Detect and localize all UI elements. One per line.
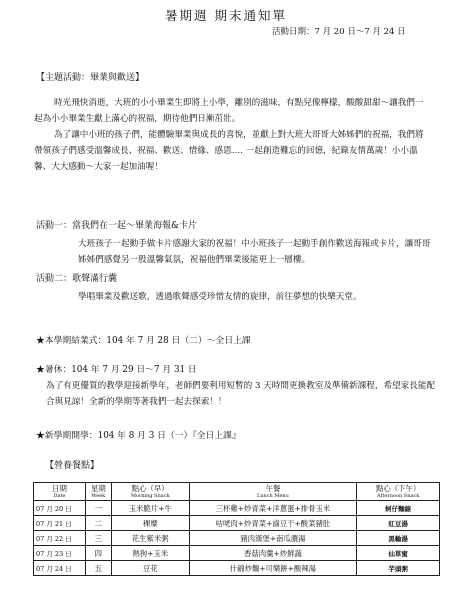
cell-week: 四 bbox=[85, 546, 111, 561]
notice-text: 本學期結業式：104 年 7 月 28 日（二）～全日上課 bbox=[44, 336, 251, 346]
cell-afternoon-snack: 芋頭粥 bbox=[357, 561, 440, 576]
activity-one-title: 活動一：當我們在一起～畢業海報&卡片 bbox=[36, 221, 198, 231]
intro-paragraph: 時光飛快消逝，大班的小小畢業生即將上小學，離別的滋味，有點兒像檸檬，酸酸甜甜～讓我們一起為小小畢業生獻上滿心的祝福，期待他們日漸茁壯。 bbox=[34, 98, 424, 124]
star-icon: ★ bbox=[36, 431, 45, 441]
cell-morning-snack: 花生紫米粥 bbox=[111, 531, 189, 546]
cell-afternoon-snack: 仙草蜜 bbox=[357, 546, 440, 561]
header-lunch: 午餐 Lunch Menu bbox=[189, 483, 357, 501]
cell-date: 07 月 20 日 bbox=[34, 501, 86, 516]
star-icon: ★ bbox=[36, 365, 45, 375]
intro-paragraph: 為了讓中小班的孩子們，能體驗畢業與成長的喜悅，並獻上對大班大哥哥大姊姊們的祝福，我們將帶領孩子們感受溫馨成長、祝福、歡送、惜緣、感恩…. 一起創造難忘的回憶，紀錄友情萬歲！小小溫馨、大大感動～大家一起加油喔！ bbox=[34, 130, 424, 172]
meal-table bbox=[33, 482, 440, 576]
table-row bbox=[34, 561, 440, 576]
cell-week: 二 bbox=[85, 516, 111, 531]
cell-date: 07 月 22 日 bbox=[34, 531, 86, 546]
cell-lunch: 三杯雞+炒青菜+洋蔥蛋+排骨玉米 bbox=[189, 501, 357, 516]
notice-summer-break bbox=[36, 362, 197, 375]
activity-date-range: 活動日期：7 月 20 日～7 月 24 日 bbox=[272, 27, 406, 37]
table-row bbox=[34, 531, 440, 546]
activity-two-body: 學唱畢業及歡送歌，透過歌聲感受珍惜友情的旋律，前往夢想的快樂天堂。 bbox=[78, 292, 362, 302]
cell-lunch: 什錦炒麵+可樂餅+酸辣湯 bbox=[189, 561, 357, 576]
cell-week: 一 bbox=[85, 501, 111, 516]
cell-afternoon-snack: 紅豆湯 bbox=[357, 516, 440, 531]
cell-lunch: 香菇肉羹+炒鮮蔬 bbox=[189, 546, 357, 561]
theme-heading: 【主題活動：畢業與歡送】 bbox=[36, 73, 145, 83]
table-row bbox=[34, 546, 440, 561]
menu-title: 【營養餐點】 bbox=[45, 461, 100, 471]
meal-table-header bbox=[34, 483, 440, 501]
notice-text: 新學期開學：104 年 8 月 3 日（一）『全日上課』 bbox=[44, 431, 241, 441]
cell-lunch: 咕咾肉+炒青菜+滷豆干+酸菜豬肚 bbox=[189, 516, 357, 531]
header-morning-snack: 點心（早） Morning Snack bbox=[111, 483, 189, 501]
notice-text: 暑休：104 年 7 月 29 日～7 月 31 日 bbox=[44, 365, 197, 375]
star-icon: ★ bbox=[36, 336, 45, 346]
cell-morning-snack: 玉米脆片+牛 bbox=[111, 501, 189, 516]
cell-week: 三 bbox=[85, 531, 111, 546]
cell-date: 07 月 21 日 bbox=[34, 516, 86, 531]
header-date: 日期 Date bbox=[34, 483, 86, 501]
cell-date: 07 月 23 日 bbox=[34, 546, 86, 561]
cell-lunch: 豬肉漢堡+南瓜濃湯 bbox=[189, 531, 357, 546]
notice-closing-ceremony bbox=[36, 333, 251, 346]
cell-week: 五 bbox=[85, 561, 111, 576]
cell-morning-snack: 熱狗+玉米 bbox=[111, 546, 189, 561]
header-afternoon-snack: 點心（下午） Afternoon Snack bbox=[357, 483, 440, 501]
page-title: 暑期週 期末通知單 bbox=[165, 8, 287, 23]
cell-morning-snack: 稞糜 bbox=[111, 516, 189, 531]
table-row bbox=[34, 501, 440, 516]
cell-morning-snack: 豆花 bbox=[111, 561, 189, 576]
cell-afternoon-snack: 蚵仔麵線 bbox=[357, 501, 440, 516]
activity-one-body: 大班孩子一起動手做卡片感謝大家的祝福！中小班孩子一起動手創作歡送海報或卡片，讓哥哥姊姊們感覺另一股溫馨氣氛，祝福他們畢業後能更上一層樓。 bbox=[78, 239, 431, 265]
notice-summer-break-body: 為了有更優質的教學迎接新學年，老師們要利用短暫的 3 天時間更換教室及準備新課程，希望家長能配合與見諒！全新的學期等著我們一起去探索！！ bbox=[46, 381, 436, 407]
activity-two-title: 活動二：歌聲滿行囊 bbox=[36, 274, 118, 284]
header-week: 星期 Week bbox=[85, 483, 111, 501]
table-row bbox=[34, 516, 440, 531]
cell-afternoon-snack: 黑輪湯 bbox=[357, 531, 440, 546]
cell-date: 07 月 24 日 bbox=[34, 561, 86, 576]
notice-new-semester bbox=[36, 428, 241, 441]
